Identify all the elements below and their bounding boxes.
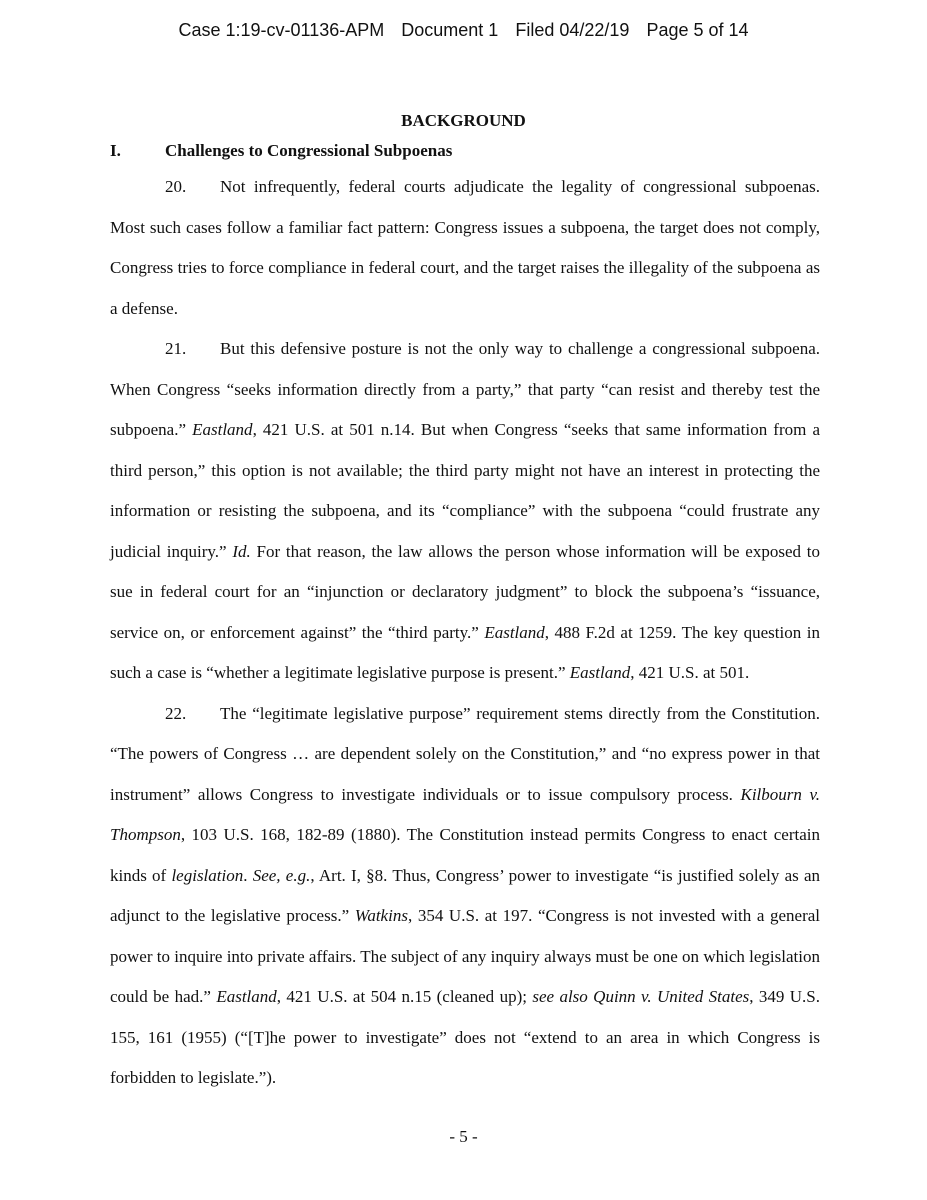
case-number: Case 1:19-cv-01136-APM <box>178 20 385 40</box>
paragraph-text: Not infrequently, federal courts adjudicate the legality of congressional subpoenas. Most such cases follow a familiar fact pattern: Congress issues a subpoena, the target does not comply, Congress tries to force compliance in federal court, and the target raises the illegality of the subpoena as a defense. <box>110 177 820 318</box>
court-header <box>0 20 927 41</box>
paragraph-text: , 488 F.2d at 1259. The key question in such a case is “whether a legitimate legislative purpose is present.” <box>110 622 820 682</box>
citation-italic: legislation <box>171 865 244 885</box>
citation-italic: Eastland <box>216 987 277 1006</box>
document-body <box>110 167 820 1099</box>
paragraph-text: , 349 U.S. 155, 161 (1955) (“[T]he power to investigate” does not “extend to an area in which Congress is forbidden to legislate.”). <box>110 987 821 1087</box>
subheading <box>110 141 830 161</box>
citation-italic: Eastland <box>192 420 253 439</box>
citation-italic: Eastland <box>569 663 631 682</box>
citation-italic: Id. <box>232 541 251 561</box>
subheading-number: I. <box>110 141 121 160</box>
paragraph-text: , 421 U.S. at 501. <box>630 663 750 682</box>
paragraph-22 <box>110 694 820 1099</box>
citation-italic: Watkins <box>354 906 408 925</box>
paragraph-text: For that reason, the law allows the person whose information will be exposed to sue in federal court for an “injunction or declaratory judgment” to block the subpoena’s “issuance, service on, or enforcement against” the “third party.” <box>110 541 820 642</box>
citation-italic: Kilbourn v. Thompson <box>110 784 821 844</box>
subheading-title: Challenges to Congressional Subpoenas <box>165 141 453 160</box>
filed-date: Filed 04/22/19 <box>515 20 630 40</box>
paragraph-text: , 421 U.S. at 504 n.15 (cleaned up); <box>276 987 533 1006</box>
paragraph-text: . <box>243 865 253 885</box>
paragraph-20 <box>110 167 820 329</box>
citation-italic: See, e.g. <box>252 865 311 885</box>
section-title: BACKGROUND <box>401 111 526 130</box>
paragraph-text: , 421 U.S. at 501 n.14. But when Congress “seeks that same information from a third person,” this option is not available; the third party might not have an interest in protecting the information or resisting the subpoena, and its “compliance” with the subpoena “could frustrate any judicial inquiry.” <box>110 420 820 561</box>
paragraph-text: , 103 U.S. 168, 182-89 (1880). The Constitution instead permits Congress to enact certain kinds of <box>110 825 820 885</box>
page-number: - 5 - <box>449 1127 478 1146</box>
paragraph-text: , Art. I, §8. Thus, Congress’ power to investigate “is justified solely as an adjunct to the legislative process.” <box>110 865 821 925</box>
paragraph-text: , 354 U.S. at 197. “Congress is not invested with a general power to inquire into private affairs. The subject of any inquiry always must be one on which legislation could be had.” <box>110 906 820 1006</box>
paragraph-text: But this defensive posture is not the only way to challenge a congressional subpoena. When Congress “seeks information directly from a party,” that party “can resist and thereby test the subpoena.” <box>110 339 820 439</box>
paragraph-text: The “legitimate legislative purpose” requirement stems directly from the Constitution. “The powers of Congress … are dependent solely on the Constitution,” and “no express power in that instrument” allows Congress to investigate individuals or to issue compulsory process. <box>110 703 820 804</box>
paragraph-number: 21. <box>165 339 187 358</box>
paragraph-number: 22. <box>165 703 187 723</box>
paragraph-21 <box>110 329 820 694</box>
citation-italic: see also Quinn v. United States <box>532 987 750 1006</box>
citation-italic: Eastland <box>484 622 545 642</box>
paragraph-number: 20. <box>165 177 187 196</box>
document-number: Document 1 <box>401 20 499 40</box>
page-count: Page 5 of 14 <box>646 20 749 40</box>
